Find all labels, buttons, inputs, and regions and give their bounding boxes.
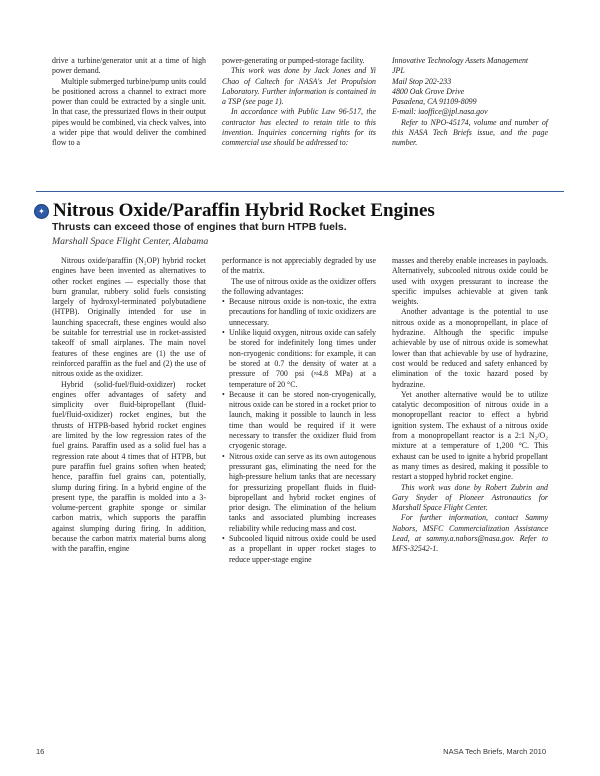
list-item: • Unlike liquid oxygen, nitrous oxide can safely be stored for indefinitely long times under non-cryogenic conditions: for example, it can be stored at 0.7 the density of water at a pressure of 700 psi (≈4.8 MPa) at a temperature of 20 °C. <box>222 328 376 390</box>
paragraph: Yet another alternative would be to utilize catalytic decomposition of nitrous oxide in a monopropellant reactor to effect a hybrid ignition system. The exhaust of a nitrous oxide from a monopropellant reactor is a 2:1 N₂/O₂ mixture at a temperature of 1,200 °C. This exhaust can be used to ignite a hybrid propellant as many times as desired, making it possible to restart a stopped hybrid rocket engine. <box>392 389 548 482</box>
article-center: Marshall Space Flight Center, Alabama <box>52 236 209 247</box>
top-column-1 <box>52 56 206 149</box>
page-number: 16 <box>36 747 45 756</box>
list-item: • Subcooled liquid nitrous oxide could be used as a propellant in upper rocket stages to reduce upper-stage engine <box>222 534 376 565</box>
list-item: • Because nitrous oxide is non-toxic, the extra precautions for handling of toxic oxidizers are unnecessary. <box>222 297 376 328</box>
address-line: JPL <box>392 66 405 76</box>
top-column-3 <box>392 56 548 149</box>
paragraph: masses and thereby enable increases in payloads. Alternatively, subcooled nitrous oxide could be used with oxygen pressurant to increase the specific impulses achievable at given tank weights. <box>392 256 548 307</box>
paragraph: performance is not appreciably degraded by use of the matrix. <box>222 256 376 276</box>
credit-note: This work was done by Robert Zubrin and Gary Snyder of Pioneer Astronautics for Marshall Space Flight Center. <box>392 482 548 513</box>
article-column-2 <box>222 256 376 565</box>
paragraph: Multiple submerged turbine/pump units could be positioned across a channel to extract more power than could be extracted by a single unit. In that case, the pressurized flows in their output pipes would be combined, via check valves, into a wider pipe that would deliver the combined flow to a <box>52 76 206 148</box>
paragraph: Hybrid (solid-fuel/fluid-oxidizer) rocket engines offer advantages of safety and simplicity over fluid-bipropellant (fluid-fuel/fluid-oxidizer) rocket engines, but the thrusts of HTPB-based hybrid rocket engines are limited by the low regression rates of the fuel grains. Paraffin used as a solid fuel has a regression rate about 4 times that of HTPB, but pure paraffin fuel grains soften when heated; hence, paraffin fuel grains can, potentially, slump during firing. In a hybrid engine of the present type, the paraffin is molded into a 3-volume-percent graphite sponge or similar carbon matrix, which supports the paraffin against slumping during firing. In addition, because the carbon matrix material burns along with the paraffin, engine <box>52 379 206 554</box>
address-line: Mail Stop 202-233 <box>392 76 452 86</box>
refer-note: Refer to NPO-45174, volume and number of this NASA Tech Briefs issue, and the page number. <box>392 117 548 148</box>
paragraph: The use of nitrous oxide as the oxidizer offers the following advantages: <box>222 276 376 296</box>
paragraph: This work was done by Jack Jones and Yi Chao of Caltech for NASA's Jet Propulsion Laboratory. Further information is contained in a TSP (see page 1). <box>222 66 376 107</box>
paragraph: Nitrous oxide/paraffin (N₂OP) hybrid rocket engines have been invented as alternatives to other rocket engines — especially those that burn granular, rubbery solid fuels consisting largely of hydroxyl-terminated polybutadiene (HTPB). Originally intended for use in launching spacecraft, these engines would also be suitable for terrestrial use in rocket-assisted takeoff of small airplanes. The main novel features of these engines are (1) the use of reinforced paraffin as the fuel and (2) the use of nitrous oxide as the oxidizer. <box>52 256 206 379</box>
address-line: Pasadena, CA 91109-8099 <box>392 97 477 107</box>
article-column-3 <box>392 256 548 555</box>
publication-footer: NASA Tech Briefs, March 2010 <box>443 747 546 756</box>
address-line: Innovative Technology Assets Management <box>392 56 529 65</box>
list-item: • Because it can be stored non-cryogenically, nitrous oxide can be stored in a rocket prior to launch, making it possible to launch in less time than would be required if it were necessary to transfer the oxidizer fluid from cryogenic storage. <box>222 390 376 452</box>
paragraph: drive a turbine/generator unit at a time of high power demand. <box>52 56 206 76</box>
article-heading <box>34 200 435 222</box>
propulsion-icon: ✦ <box>34 204 49 219</box>
address-line: E-mail: iaoffice@jpl.nasa.gov <box>392 107 488 117</box>
list-item: • Nitrous oxide can serve as its own autogenous pressurant gas, eliminating the need for the high-pressure helium tanks that are necessary for pressurizing propellant fluids in fluid-bipropellant and hybrid rocket engines of prior design. The elimination of the helium tanks and associated plumbing increases reliability while reducing mass and cost. <box>222 452 376 534</box>
advantages-list <box>222 297 376 565</box>
paragraph: Another advantage is the potential to use nitrous oxide as a monopropellant, in place of hydrazine. Although the specific impulse achievable by use of nitrous oxide is somewhat lower than that achievable by use of hydrazine, cost would be reduced and safety enhanced by elimination of the toxic hazard posed by hydrazine. <box>392 307 548 389</box>
article-title: Nitrous Oxide/Paraffin Hybrid Rocket Engines <box>53 200 435 221</box>
section-divider <box>36 191 564 192</box>
article-column-1 <box>52 256 206 555</box>
contact-note: For further information, contact Sammy Nabors, MSFC Commercialization Assistance Lead, at sammy.a.nabors@nasa.gov. Refer to MFS-32542-1. <box>392 513 548 554</box>
article-subtitle: Thrusts can exceed those of engines that burn HTPB fuels. <box>52 221 347 233</box>
address-line: 4800 Oak Grove Drive <box>392 86 465 96</box>
paragraph: In accordance with Public Law 96-517, the contractor has elected to retain title to this invention. Inquiries concerning rights for its commercial use should be addressed to: <box>222 107 376 148</box>
paragraph: power-generating or pumped-storage facility. <box>222 56 365 65</box>
top-column-2 <box>222 56 376 149</box>
